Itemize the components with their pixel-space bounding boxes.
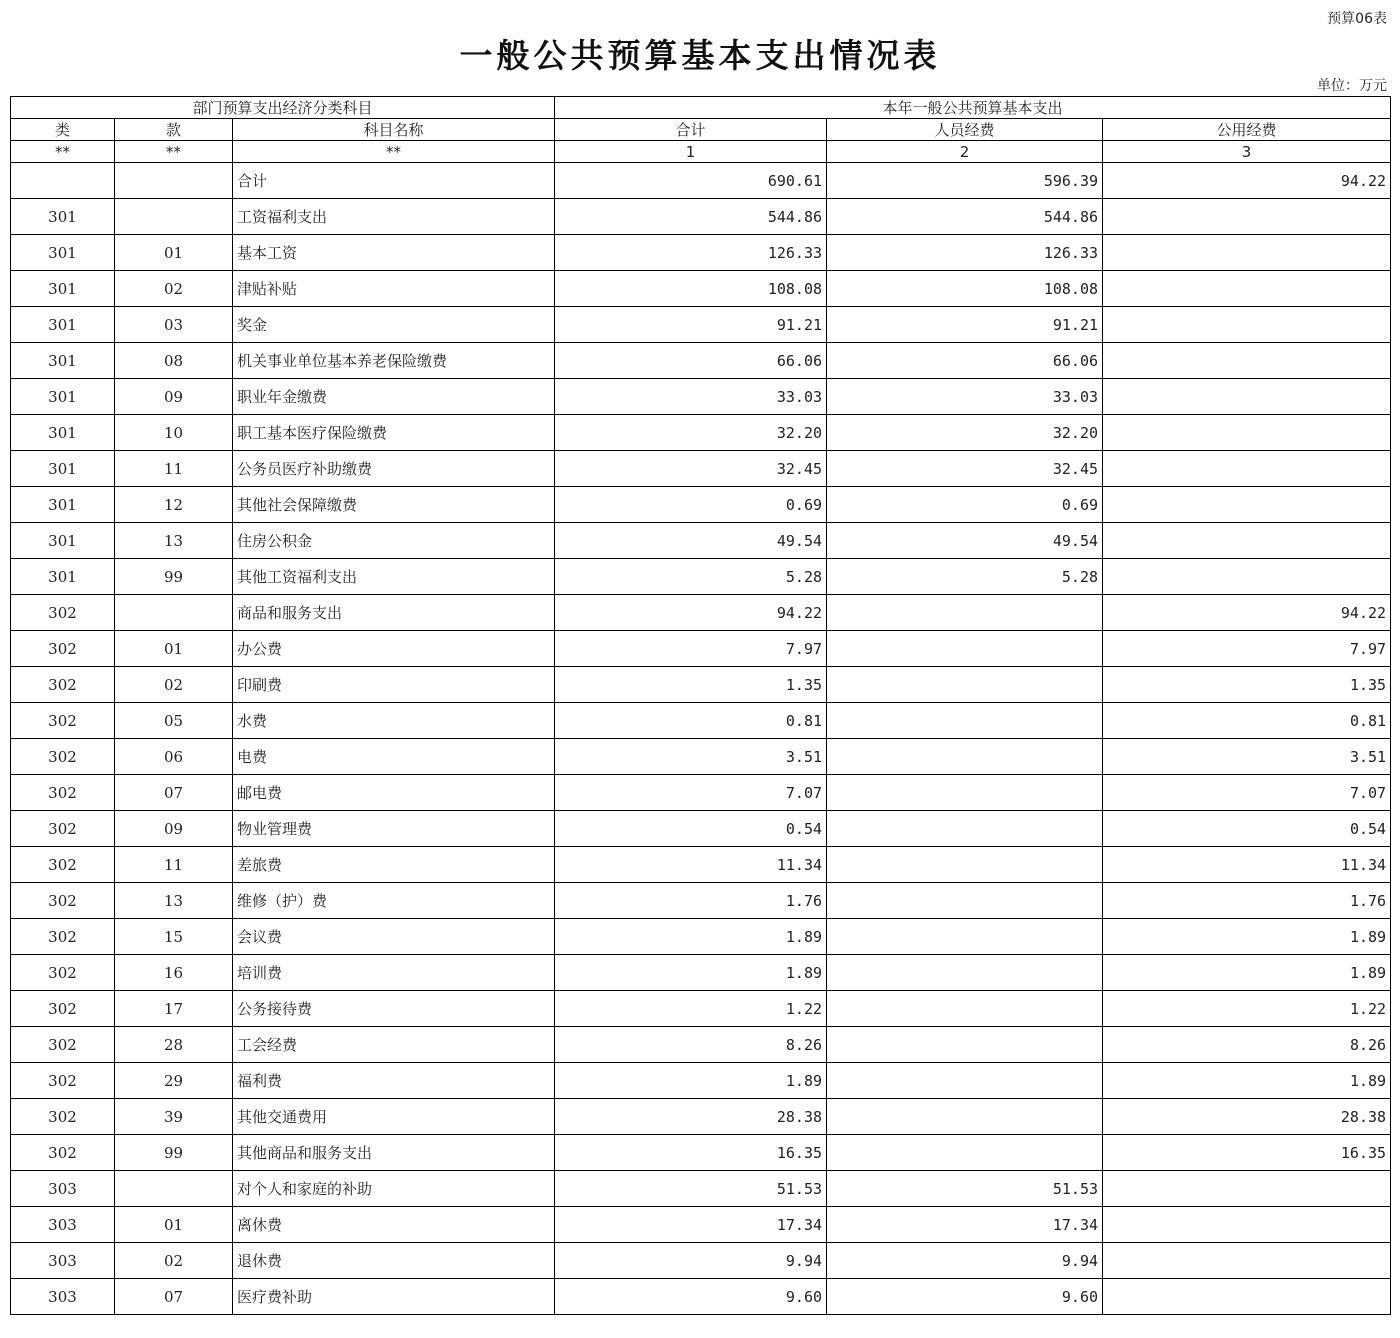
cell-name: 福利费: [233, 1063, 555, 1099]
table-row: [11, 631, 1391, 667]
header-group-left: 部门预算支出经济分类科目: [11, 97, 555, 119]
cell-item: 28: [115, 1027, 233, 1063]
cell-name: 维修（护）费: [233, 883, 555, 919]
cell-item: 17: [115, 991, 233, 1027]
cell-item: 02: [115, 1243, 233, 1279]
cell-name: 物业管理费: [233, 811, 555, 847]
table-row: [11, 1171, 1391, 1207]
cell-personnel: 108.08: [827, 271, 1103, 307]
table-row: [11, 559, 1391, 595]
cell-class: 303: [11, 1279, 115, 1315]
cell-public: [1103, 1207, 1391, 1243]
cell-name: 机关事业单位基本养老保险缴费: [233, 343, 555, 379]
table-row: [11, 955, 1391, 991]
cell-name: 职工基本医疗保险缴费: [233, 415, 555, 451]
cell-personnel: [827, 1135, 1103, 1171]
cell-public: [1103, 343, 1391, 379]
cell-personnel: [827, 1099, 1103, 1135]
table-row: [11, 307, 1391, 343]
cell-item: 16: [115, 955, 233, 991]
cell-name: 其他交通费用: [233, 1099, 555, 1135]
cell-public: 7.07: [1103, 775, 1391, 811]
cell-total: 126.33: [555, 235, 827, 271]
table-row: [11, 1243, 1391, 1279]
cell-name: 工会经费: [233, 1027, 555, 1063]
cell-personnel: [827, 739, 1103, 775]
cell-class: 301: [11, 199, 115, 235]
table-row: [11, 811, 1391, 847]
table-body: [11, 163, 1391, 1315]
cell-name: 差旅费: [233, 847, 555, 883]
cell-item: 01: [115, 235, 233, 271]
cell-name: 奖金: [233, 307, 555, 343]
table-row: [11, 451, 1391, 487]
cell-name: 基本工资: [233, 235, 555, 271]
cell-total: 51.53: [555, 1171, 827, 1207]
cell-class: 302: [11, 919, 115, 955]
cell-name: 工资福利支出: [233, 199, 555, 235]
cell-item: 07: [115, 775, 233, 811]
cell-item: 39: [115, 1099, 233, 1135]
cell-class: 302: [11, 811, 115, 847]
cell-class: 302: [11, 1027, 115, 1063]
cell-name: 其他工资福利支出: [233, 559, 555, 595]
table-row: [11, 1063, 1391, 1099]
cell-public: 16.35: [1103, 1135, 1391, 1171]
page-title: 一般公共预算基本支出情况表: [459, 36, 941, 75]
cell-class: 302: [11, 1063, 115, 1099]
table-row: [11, 199, 1391, 235]
cell-personnel: [827, 955, 1103, 991]
cell-personnel: [827, 847, 1103, 883]
cell-personnel: [827, 883, 1103, 919]
cell-personnel: 32.20: [827, 415, 1103, 451]
table-row: [11, 343, 1391, 379]
cell-name: 津贴补贴: [233, 271, 555, 307]
cell-name: 印刷费: [233, 667, 555, 703]
cell-class: 301: [11, 307, 115, 343]
cell-public: [1103, 1243, 1391, 1279]
table-row: [11, 235, 1391, 271]
cell-class: 301: [11, 487, 115, 523]
cell-class: 301: [11, 271, 115, 307]
cell-class: 301: [11, 235, 115, 271]
cell-name: 其他商品和服务支出: [233, 1135, 555, 1171]
header-personnel: 人员经费: [827, 119, 1103, 141]
cell-class: 301: [11, 415, 115, 451]
cell-total: 7.97: [555, 631, 827, 667]
cell-personnel: [827, 667, 1103, 703]
cell-public: 94.22: [1103, 163, 1391, 199]
cell-name: 住房公积金: [233, 523, 555, 559]
cell-personnel: 49.54: [827, 523, 1103, 559]
cell-total: 32.20: [555, 415, 827, 451]
cell-class: 301: [11, 451, 115, 487]
cell-total: 9.60: [555, 1279, 827, 1315]
cell-name: 对个人和家庭的补助: [233, 1171, 555, 1207]
cell-personnel: 66.06: [827, 343, 1103, 379]
cell-class: 303: [11, 1171, 115, 1207]
cell-public: [1103, 379, 1391, 415]
cell-total: 3.51: [555, 739, 827, 775]
cell-item: 99: [115, 1135, 233, 1171]
unit-label: 单位：万元: [1317, 78, 1387, 94]
header-group-row: [11, 97, 1391, 119]
cell-name: 其他社会保障缴费: [233, 487, 555, 523]
cell-public: 1.89: [1103, 919, 1391, 955]
table-row: [11, 415, 1391, 451]
cell-item: [115, 595, 233, 631]
cell-total: 7.07: [555, 775, 827, 811]
cell-item: 10: [115, 415, 233, 451]
cell-public: 1.22: [1103, 991, 1391, 1027]
cell-total: 5.28: [555, 559, 827, 595]
cell-item: 11: [115, 847, 233, 883]
cell-total: 16.35: [555, 1135, 827, 1171]
cell-total: 0.69: [555, 487, 827, 523]
cell-public: 3.51: [1103, 739, 1391, 775]
cell-personnel: 0.69: [827, 487, 1103, 523]
cell-public: [1103, 523, 1391, 559]
cell-item: 06: [115, 739, 233, 775]
cell-item: 02: [115, 667, 233, 703]
cell-name: 合计: [233, 163, 555, 199]
cell-class: 302: [11, 775, 115, 811]
cell-personnel: [827, 991, 1103, 1027]
table-row: [11, 703, 1391, 739]
cell-name: 电费: [233, 739, 555, 775]
cell-total: 32.45: [555, 451, 827, 487]
cell-item: [115, 199, 233, 235]
table-row: [11, 1027, 1391, 1063]
cell-name: 水费: [233, 703, 555, 739]
cell-personnel: [827, 919, 1103, 955]
cell-public: [1103, 451, 1391, 487]
cell-item: 01: [115, 631, 233, 667]
cell-total: 1.89: [555, 919, 827, 955]
cell-item: 29: [115, 1063, 233, 1099]
cell-total: 33.03: [555, 379, 827, 415]
cell-total: 8.26: [555, 1027, 827, 1063]
index-total: 1: [555, 141, 827, 163]
cell-total: 1.89: [555, 1063, 827, 1099]
cell-name: 公务员医疗补助缴费: [233, 451, 555, 487]
cell-class: 301: [11, 523, 115, 559]
cell-item: 12: [115, 487, 233, 523]
table-row: [11, 595, 1391, 631]
cell-item: 99: [115, 559, 233, 595]
cell-personnel: 91.21: [827, 307, 1103, 343]
cell-class: 302: [11, 703, 115, 739]
cell-total: 544.86: [555, 199, 827, 235]
cell-personnel: 9.60: [827, 1279, 1103, 1315]
cell-total: 1.76: [555, 883, 827, 919]
cell-name: 离休费: [233, 1207, 555, 1243]
cell-class: 302: [11, 1099, 115, 1135]
cell-personnel: 5.28: [827, 559, 1103, 595]
index-personnel: 2: [827, 141, 1103, 163]
cell-class: 302: [11, 991, 115, 1027]
cell-total: 0.81: [555, 703, 827, 739]
cell-total: 690.61: [555, 163, 827, 199]
cell-public: 28.38: [1103, 1099, 1391, 1135]
cell-item: 07: [115, 1279, 233, 1315]
cell-name: 职业年金缴费: [233, 379, 555, 415]
index-name: **: [233, 141, 555, 163]
cell-public: 94.22: [1103, 595, 1391, 631]
index-class: **: [11, 141, 115, 163]
cell-item: 08: [115, 343, 233, 379]
cell-class: 301: [11, 343, 115, 379]
cell-total: 1.89: [555, 955, 827, 991]
header-group-right: 本年一般公共预算基本支出: [555, 97, 1391, 119]
cell-item: 15: [115, 919, 233, 955]
table-row: [11, 667, 1391, 703]
cell-item: 13: [115, 883, 233, 919]
cell-item: 11: [115, 451, 233, 487]
table-row: [11, 991, 1391, 1027]
cell-personnel: 9.94: [827, 1243, 1103, 1279]
cell-class: 302: [11, 847, 115, 883]
cell-personnel: 544.86: [827, 199, 1103, 235]
cell-item: 05: [115, 703, 233, 739]
cell-item: 01: [115, 1207, 233, 1243]
cell-total: 11.34: [555, 847, 827, 883]
cell-item: 03: [115, 307, 233, 343]
header-index-row: [11, 141, 1391, 163]
cell-public: [1103, 559, 1391, 595]
table-row: [11, 739, 1391, 775]
cell-personnel: [827, 1063, 1103, 1099]
table-row: [11, 163, 1391, 199]
cell-total: 1.35: [555, 667, 827, 703]
cell-total: 1.22: [555, 991, 827, 1027]
cell-personnel: [827, 595, 1103, 631]
cell-item: 09: [115, 379, 233, 415]
cell-public: 8.26: [1103, 1027, 1391, 1063]
cell-public: [1103, 487, 1391, 523]
cell-name: 会议费: [233, 919, 555, 955]
header-public: 公用经费: [1103, 119, 1391, 141]
cell-total: 91.21: [555, 307, 827, 343]
cell-public: [1103, 415, 1391, 451]
table-row: [11, 1207, 1391, 1243]
cell-personnel: [827, 703, 1103, 739]
table-row: [11, 523, 1391, 559]
cell-total: 17.34: [555, 1207, 827, 1243]
cell-personnel: [827, 775, 1103, 811]
cell-class: 301: [11, 379, 115, 415]
index-item: **: [115, 141, 233, 163]
cell-name: 医疗费补助: [233, 1279, 555, 1315]
table-row: [11, 271, 1391, 307]
cell-item: [115, 1171, 233, 1207]
cell-total: 49.54: [555, 523, 827, 559]
cell-class: 302: [11, 739, 115, 775]
cell-public: 0.54: [1103, 811, 1391, 847]
cell-total: 66.06: [555, 343, 827, 379]
cell-class: [11, 163, 115, 199]
cell-class: 302: [11, 631, 115, 667]
cell-personnel: [827, 811, 1103, 847]
cell-total: 0.54: [555, 811, 827, 847]
cell-total: 28.38: [555, 1099, 827, 1135]
cell-personnel: [827, 1027, 1103, 1063]
cell-public: [1103, 271, 1391, 307]
cell-public: [1103, 235, 1391, 271]
table-row: [11, 883, 1391, 919]
cell-public: 11.34: [1103, 847, 1391, 883]
header-column-row: [11, 119, 1391, 141]
cell-name: 邮电费: [233, 775, 555, 811]
cell-name: 商品和服务支出: [233, 595, 555, 631]
cell-total: 108.08: [555, 271, 827, 307]
cell-class: 302: [11, 883, 115, 919]
cell-name: 公务接待费: [233, 991, 555, 1027]
cell-personnel: 596.39: [827, 163, 1103, 199]
cell-class: 303: [11, 1243, 115, 1279]
cell-item: [115, 163, 233, 199]
budget-table: [10, 96, 1391, 1315]
table-row: [11, 775, 1391, 811]
table-row: [11, 379, 1391, 415]
cell-class: 303: [11, 1207, 115, 1243]
cell-public: [1103, 307, 1391, 343]
cell-public: 7.97: [1103, 631, 1391, 667]
cell-item: 02: [115, 271, 233, 307]
index-public: 3: [1103, 141, 1391, 163]
cell-public: [1103, 199, 1391, 235]
header-item: 款: [115, 119, 233, 141]
cell-name: 退休费: [233, 1243, 555, 1279]
cell-personnel: 32.45: [827, 451, 1103, 487]
cell-total: 94.22: [555, 595, 827, 631]
cell-item: 09: [115, 811, 233, 847]
header-total: 合计: [555, 119, 827, 141]
cell-name: 办公费: [233, 631, 555, 667]
cell-personnel: 126.33: [827, 235, 1103, 271]
table-row: [11, 1135, 1391, 1171]
header-class: 类: [11, 119, 115, 141]
header-name: 科目名称: [233, 119, 555, 141]
cell-class: 302: [11, 595, 115, 631]
cell-class: 302: [11, 667, 115, 703]
cell-personnel: 33.03: [827, 379, 1103, 415]
cell-class: 301: [11, 559, 115, 595]
cell-public: 1.89: [1103, 1063, 1391, 1099]
table-row: [11, 1279, 1391, 1315]
table-row: [11, 847, 1391, 883]
table-row: [11, 487, 1391, 523]
cell-public: 0.81: [1103, 703, 1391, 739]
table-row: [11, 1099, 1391, 1135]
cell-public: 1.76: [1103, 883, 1391, 919]
cell-personnel: 17.34: [827, 1207, 1103, 1243]
cell-public: 1.35: [1103, 667, 1391, 703]
cell-name: 培训费: [233, 955, 555, 991]
cell-personnel: 51.53: [827, 1171, 1103, 1207]
cell-public: [1103, 1171, 1391, 1207]
cell-personnel: [827, 631, 1103, 667]
cell-class: 302: [11, 955, 115, 991]
cell-public: 1.89: [1103, 955, 1391, 991]
cell-public: [1103, 1279, 1391, 1315]
cell-class: 302: [11, 1135, 115, 1171]
table-row: [11, 919, 1391, 955]
cell-item: 13: [115, 523, 233, 559]
form-number: 预算06表: [1327, 11, 1387, 27]
cell-total: 9.94: [555, 1243, 827, 1279]
